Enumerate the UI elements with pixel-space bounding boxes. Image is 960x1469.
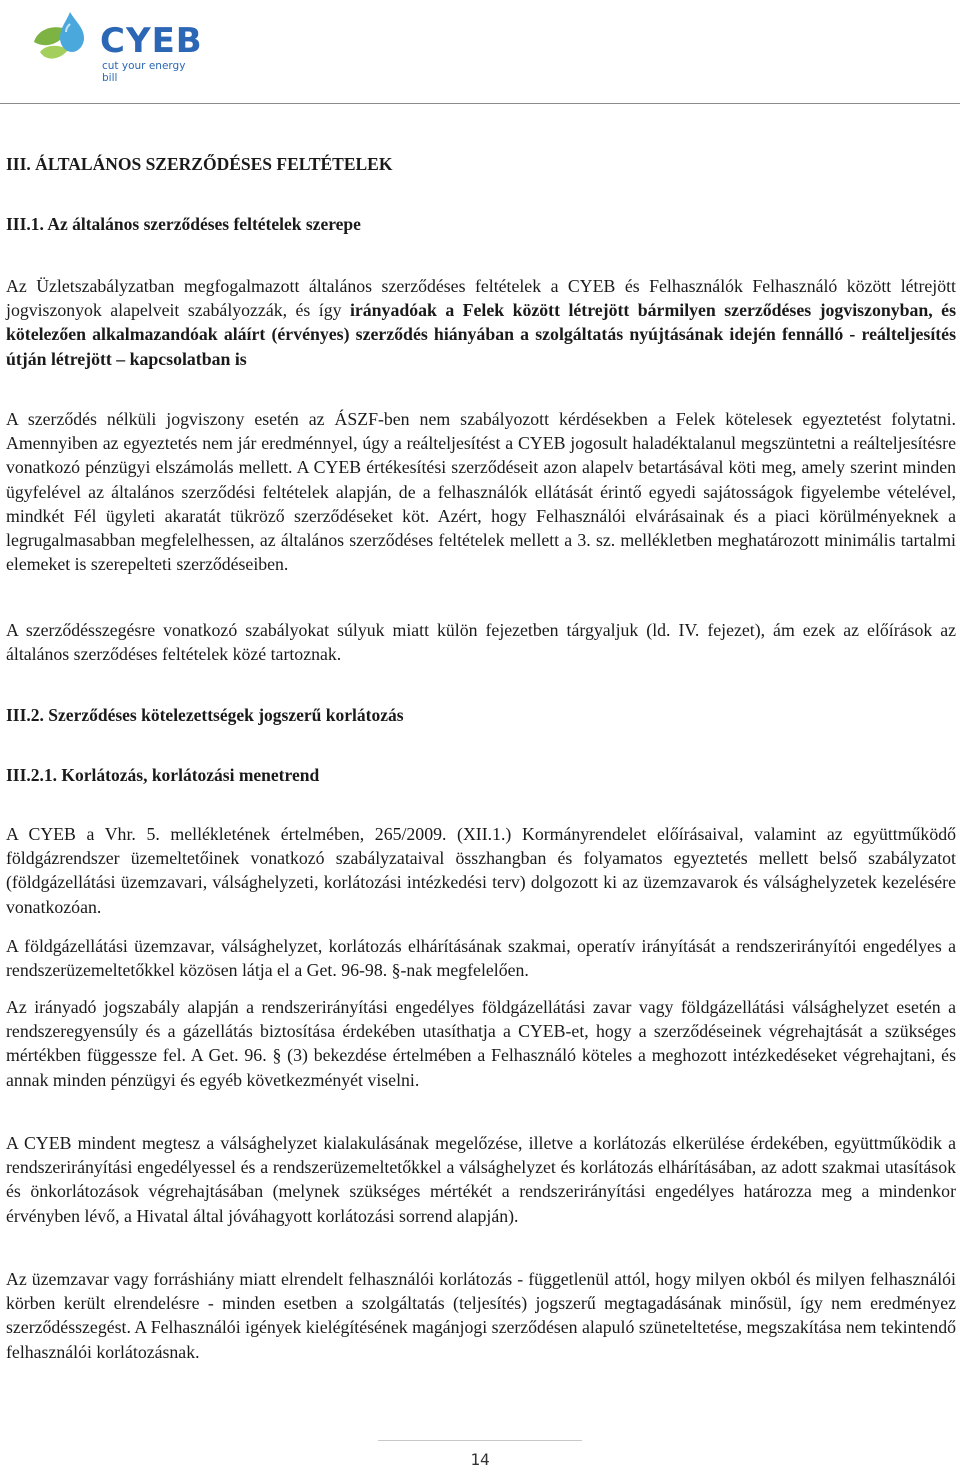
- header-divider: [0, 103, 960, 104]
- cyeb-logo: [30, 8, 203, 84]
- subsection-title-2-1: III.2.1. Korlátozás, korlátozási menetrend: [6, 765, 320, 785]
- subsection-title-1: III.1. Az általános szerződéses feltételek szerepe: [6, 214, 361, 234]
- paragraph-7: A CYEB mindent megtesz a válsághelyzet kialakulásának megelőzése, illetve a korlátozás elkerülése érdekében, együttműködik a rendszerirányítási engedélyessel és a rendszerüzemeltetőkkel a válsághelyzet és korlátozás elhárításában, az adott szakmai utasítások és önkorlátozások végrehajtásában (melynek szükséges mértékét a rendszerirányítási engedélyes határozza meg a mindenkor érvényben lévő, a Hivatal által jóváhagyott korlátozási sorrend alapján).: [6, 1133, 956, 1226]
- paragraph-6: Az irányadó jogszabály alapján a rendszerirányítási engedélyes földgázellátási zavar vagy földgázellátási válsághelyzet esetén a rendszeregyensúly és a gázellátás biztosítása érdekében utasíthatja a CYEB-et, hogy a szerződéseinek végrehajtását a szükséges mértékben függessze fel. A Get. 96. § (3) bekezdése értelmében a Felhasználó köteles a meghozott intézkedéseket végrehajtani, és annak minden pénzügyi és egyéb következményét viselni.: [6, 997, 956, 1090]
- footer-divider: [378, 1440, 582, 1441]
- paragraph-4: A CYEB a Vhr. 5. mellékletének értelmében, 265/2009. (XII.1.) Kormányrendelet előírásaival, valamint az együttműködő földgázrendszer üzemeltetőinek vonatkozó szabályzataival összhangban és folyamatos egyeztetés mellett belső szabályzatot (földgázellátási üzemzavari, válsághelyzeti, korlátozási intézkedési terv) dolgozott ki az üzemzavarok és válsághelyzetek kezelésére vonatkozóan.: [6, 824, 956, 917]
- paragraph-8: Az üzemzavar vagy forráshiány miatt elrendelt felhasználói korlátozás - függetlenül attól, hogy milyen okból és milyen felhasználói körben került elrendelésre - minden esetben a szolgáltatás (teljesítés) jogszerű megtagadásának minősül, így nem eredményez szerződésszegést. A Felhasználói igények kielégítésének magánjogi szerződésen alapuló szüneteltetése, megszakítása nem tekintendő felhasználói korlátozásnak.: [6, 1269, 956, 1362]
- leaf-drop-logo-icon: [30, 8, 102, 72]
- page-header: [0, 0, 960, 104]
- page-number: 14: [470, 1450, 490, 1469]
- paragraph-3: A szerződésszegésre vonatkozó szabályokat súlyuk miatt külön fejezetben tárgyaljuk (ld. IV. fejezet), ám ezek az előírások az általános szerződéses feltételek közé tartoznak.: [6, 620, 956, 665]
- section-title: III. ÁLTALÁNOS SZERZŐDÉSES FELTÉTELEK: [6, 154, 393, 174]
- paragraph-1: [6, 274, 956, 371]
- logo-name: CYEB: [100, 21, 203, 61]
- paragraph-1-normal: Az Üzletszabályzatban megfogalmazott általános szerződéses feltételek a CYEB és Felhasználók Felhasználó között létrejött jogviszonyok alapelveit szabályozzák, és így: [6, 276, 956, 321]
- logo-tagline: cut your energy bill: [102, 60, 186, 84]
- paragraph-2: A szerződés nélküli jogviszony esetén az ÁSZF-ben nem szabályozott kérdésekben a Felek kötelesek egyeztetést folytatni. Amennyiben az egyeztetés nem jár eredménnyel, úgy a reálteljesítést a CYEB jogosult haladéktalanul megszüntetni a reálteljesítésre vonatkozó pénzügyi elszámolás mellett. A CYEB értékesítési szerződéseit azon alapelv betartásával köti meg, amely szerint minden ügyfelével az általános szerződési feltételek alapján, de a felhasználók ellátását érintő egyedi sajátosságok figyelembe vételével, mindkét Fél ügyleti akaratát tükröző szerződéseket köt. Azért, hogy Felhasználói elvárásainak és a piaci körülményeknek a legrugalmasabban megfelelhessen, az általános szerződéses feltételek mellett a 3. sz. mellékletben meghatározott minimális tartalmi elemeket is szerepelteti szerződéseiben.: [6, 409, 956, 575]
- paragraph-1-bold: irányadóak a Felek között létrejött bármilyen szerződéses jogviszonyban, és kötelezően alkalmazandóak aláírt (érvényes) szerződés hiányában a szolgáltatás nyújtásának idején fennálló - reálteljesítés útján létrejött – kapcsolatban is: [6, 300, 956, 369]
- paragraph-5: A földgázellátási üzemzavar, válsághelyzet, korlátozás elhárításának szakmai, operatív irányítását a rendszerirányítói engedélyes a rendszerüzemeltetőkkel közösen látja el a Get. 96-98. §-nak megfelelően.: [6, 936, 956, 981]
- subsection-title-2: III.2. Szerződéses kötelezettségek jogszerű korlátozás: [6, 705, 404, 725]
